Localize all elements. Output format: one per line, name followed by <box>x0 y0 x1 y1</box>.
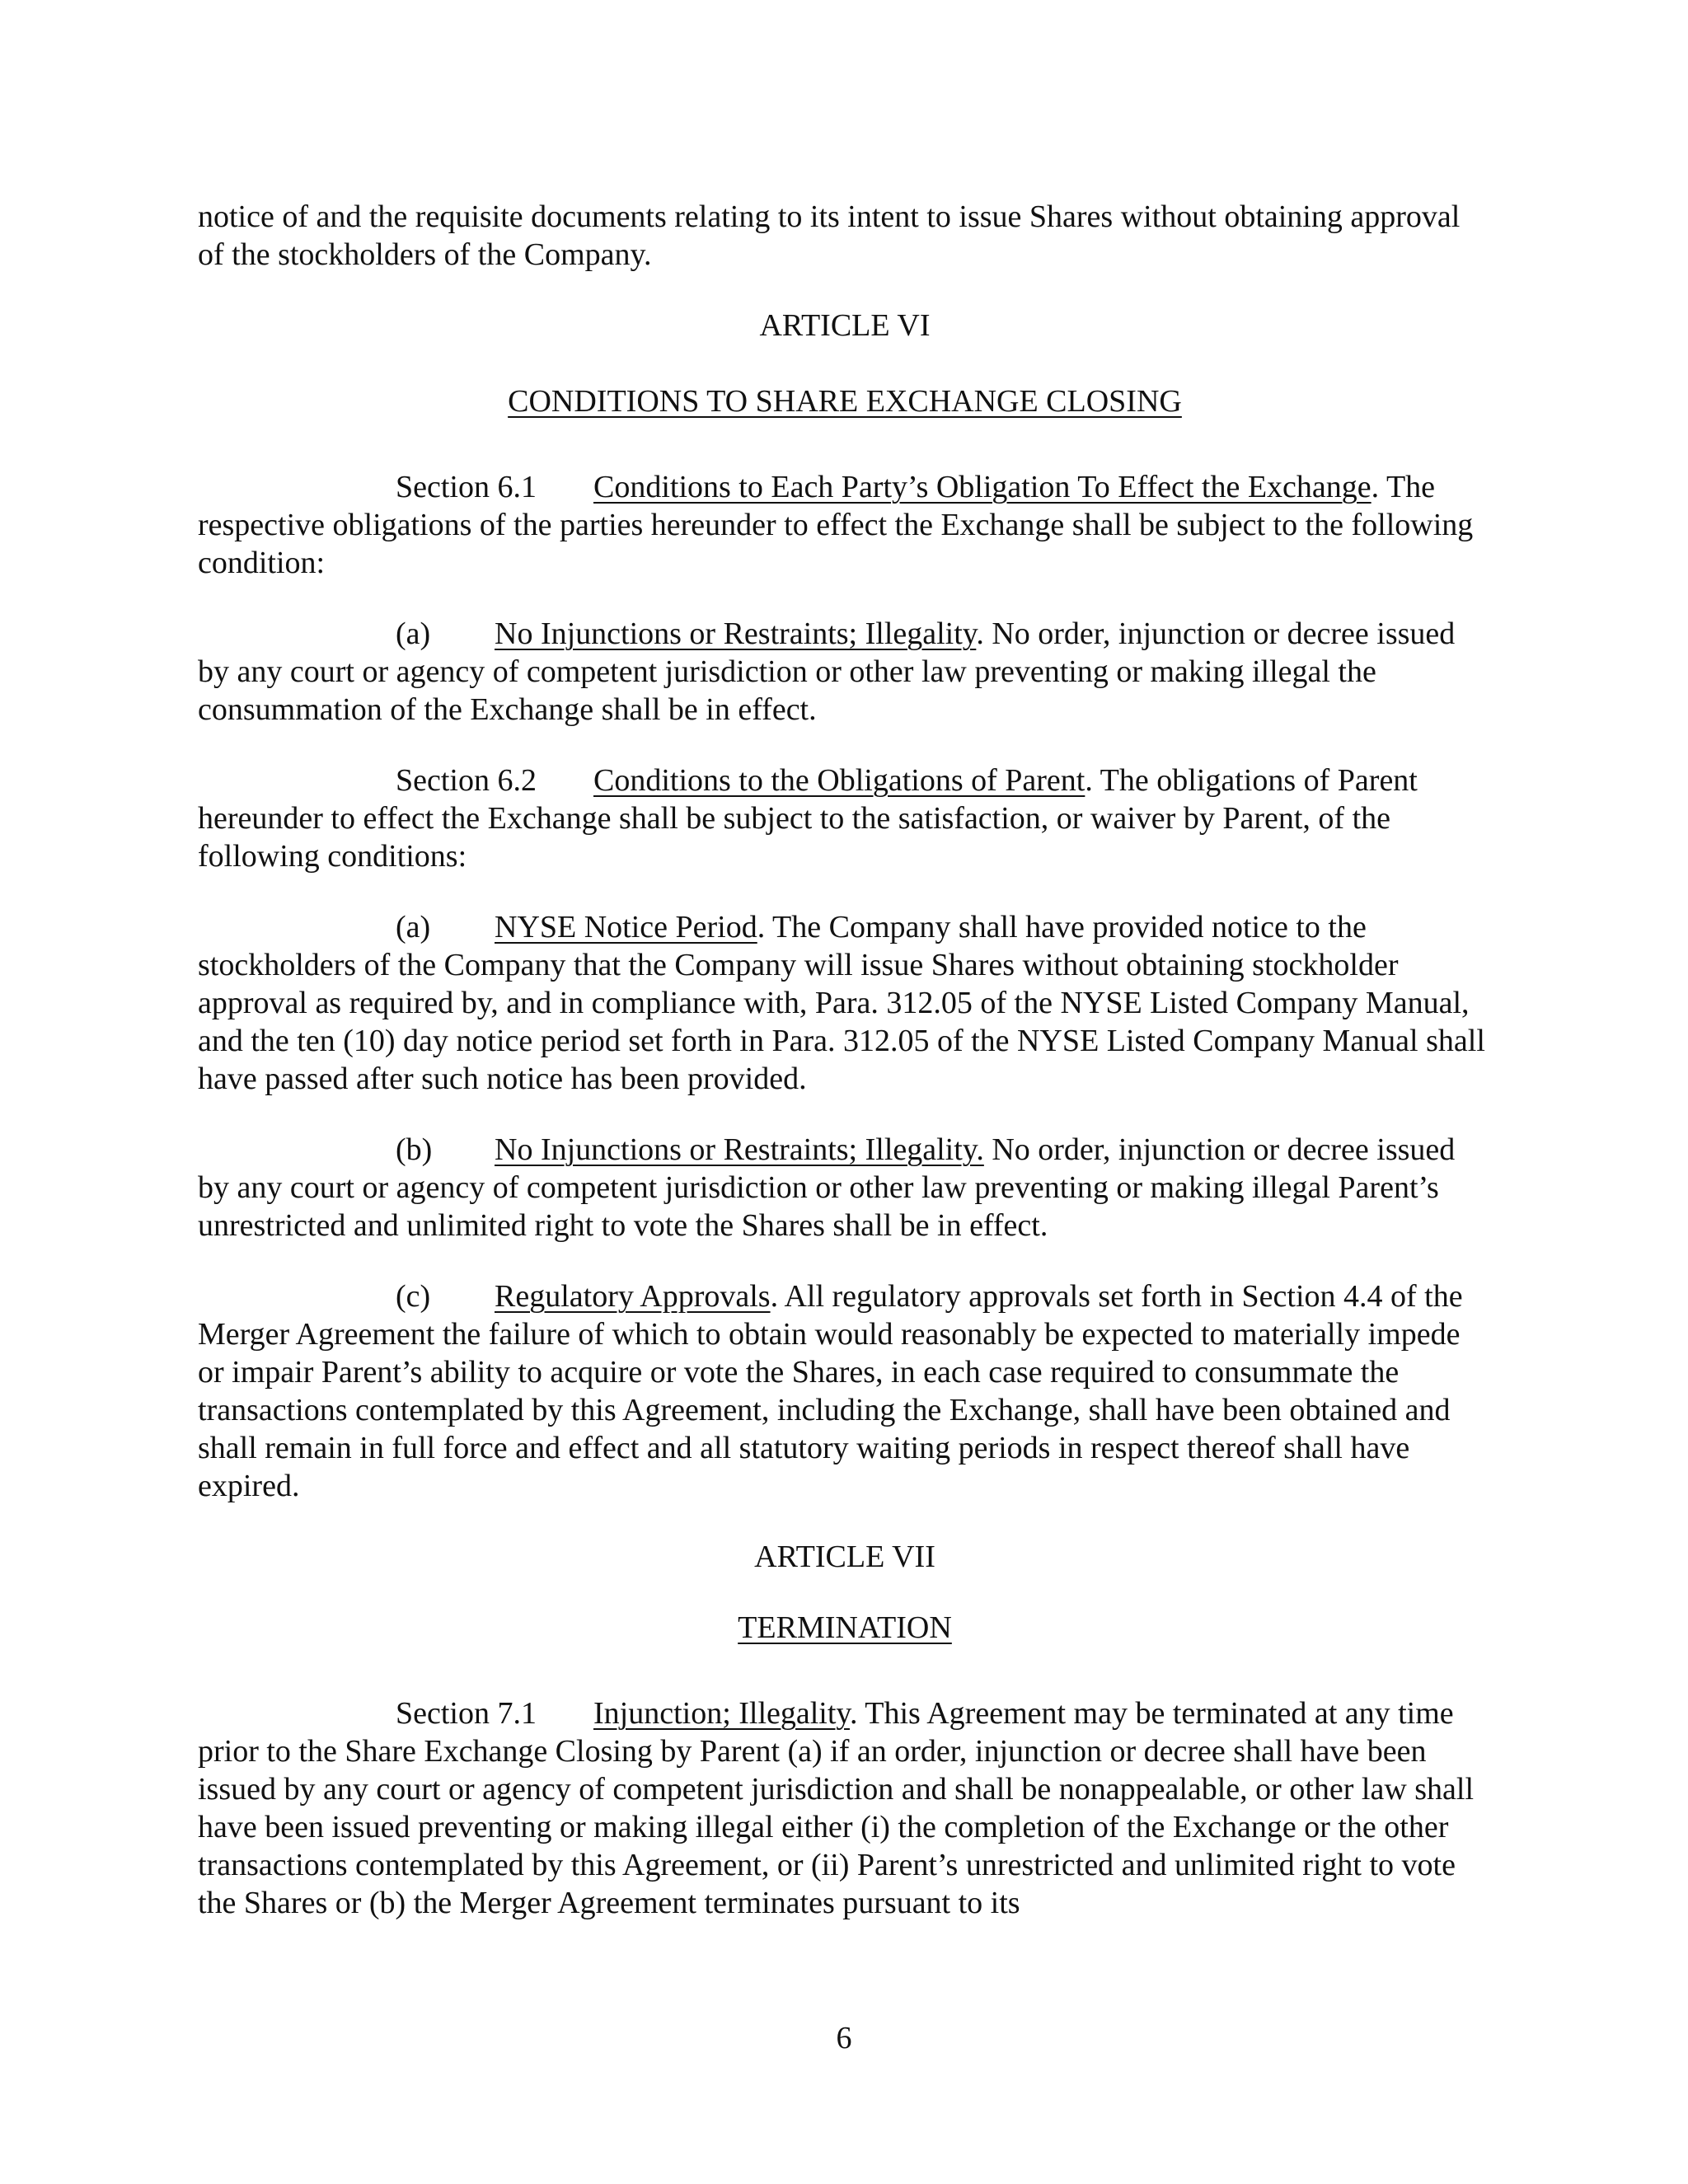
section-6-2-label: Section 6.2 <box>396 763 537 798</box>
page-number: 6 <box>836 2021 852 2055</box>
section-6-2-punct: . <box>1085 763 1093 798</box>
document-page <box>198 198 1492 1955</box>
section-7-1 <box>198 1694 1492 1922</box>
section-6-2-body: The obligations of Parent hereunder to effect the Exchange shall be subject to the satisfaction, or waiver by Parent, of the following conditions: <box>198 763 1418 874</box>
section-6-2-b-label: (b) <box>396 1132 433 1167</box>
intro-paragraph: notice of and the requisite documents relating to its intent to issue Shares without obtaining approval of the stockholders of the Company. <box>198 199 1461 272</box>
section-6-1 <box>198 468 1492 582</box>
article-vii-heading-text: TERMINATION <box>738 1610 952 1645</box>
section-6-2-b-title: No Injunctions or Restraints; Illegality. <box>495 1132 984 1167</box>
article-vii-heading <box>198 1609 1492 1647</box>
section-6-2-title: Conditions to the Obligations of Parent <box>593 763 1085 798</box>
section-6-2-a-body: The Company shall have provided notice to the stockholders of the Company that the Company will issue Shares without obtaining stockholder approval as required by, and in compliance with, Para. 312.05 of the NYSE Listed Company Manual, and the ten (10) day notice period set forth in Para. 312.05 of the NYSE Listed Company Manual shall have passed after such notice has been provided. <box>198 910 1485 1096</box>
section-6-1-a-punct: . <box>976 616 984 651</box>
section-6-1-punct: . <box>1371 470 1380 504</box>
section-6-2-a <box>198 908 1492 1098</box>
section-6-2-c <box>198 1277 1492 1505</box>
section-6-1-body: The respective obligations of the parties hereunder to effect the Exchange shall be subject to the following condition: <box>198 470 1474 580</box>
section-6-1-a-body: No order, injunction or decree issued by any court or agency of competent jurisdiction or other law preventing or making illegal the consummation of the Exchange shall be in effect. <box>198 616 1456 727</box>
section-7-1-title: Injunction; Illegality <box>593 1696 850 1731</box>
section-6-1-label: Section 6.1 <box>396 470 537 504</box>
section-6-2-c-title: Regulatory Approvals <box>495 1279 771 1314</box>
section-7-1-body: This Agreement may be terminated at any time prior to the Share Exchange Closing by Parent (a) if an order, injunction or decree shall have been issued by any court or agency of competent jurisdiction and shall be nonappealable, or other law shall have been issued preventing or making illegal either (i) the completion of the Exchange or the other transactions contemplated by this Agreement, or (ii) Parent’s unrestricted and unlimited right to vote the Shares or (b) the Merger Agreement terminates pursuant to its <box>198 1696 1475 1920</box>
section-6-1-a-title: No Injunctions or Restraints; Illegality <box>495 616 977 651</box>
section-6-2 <box>198 762 1492 875</box>
section-7-1-punct: . <box>849 1696 858 1731</box>
article-vi-heading <box>198 382 1492 420</box>
section-6-2-a-label: (a) <box>396 910 431 944</box>
section-6-2-a-title: NYSE Notice Period <box>495 910 757 944</box>
section-6-1-title: Conditions to Each Party’s Obligation To Effect the Exchange <box>593 470 1372 504</box>
section-6-1-a-label: (a) <box>396 616 431 651</box>
section-6-2-b <box>198 1131 1492 1244</box>
article-vii-label: ARTICLE VII <box>754 1540 935 1574</box>
section-6-2-c-label: (c) <box>396 1279 431 1314</box>
section-6-1-a <box>198 615 1492 729</box>
section-6-2-b-body: No order, injunction or decree issued by any court or agency of competent jurisdiction or other law preventing or making illegal Parent’s unrestricted and unlimited right to vote the Shares shall be in effect. <box>198 1132 1456 1243</box>
section-6-2-c-body: All regulatory approvals set forth in Section 4.4 of the Merger Agreement the failure of which to obtain would reasonably be expected to materially impede or impair Parent’s ability to acquire or vote the Shares, in each case required to consummate the transactions contemplated by this Agreement, including the Exchange, shall have been obtained and shall remain in full force and effect and all statutory waiting periods in respect thereof shall have expired. <box>198 1279 1463 1503</box>
section-6-2-c-punct: . <box>770 1279 779 1314</box>
article-vi-label: ARTICLE VI <box>759 308 931 343</box>
article-vi-heading-text: CONDITIONS TO SHARE EXCHANGE CLOSING <box>508 384 1182 419</box>
section-7-1-label: Section 7.1 <box>396 1696 537 1731</box>
section-6-2-a-punct: . <box>757 910 766 944</box>
